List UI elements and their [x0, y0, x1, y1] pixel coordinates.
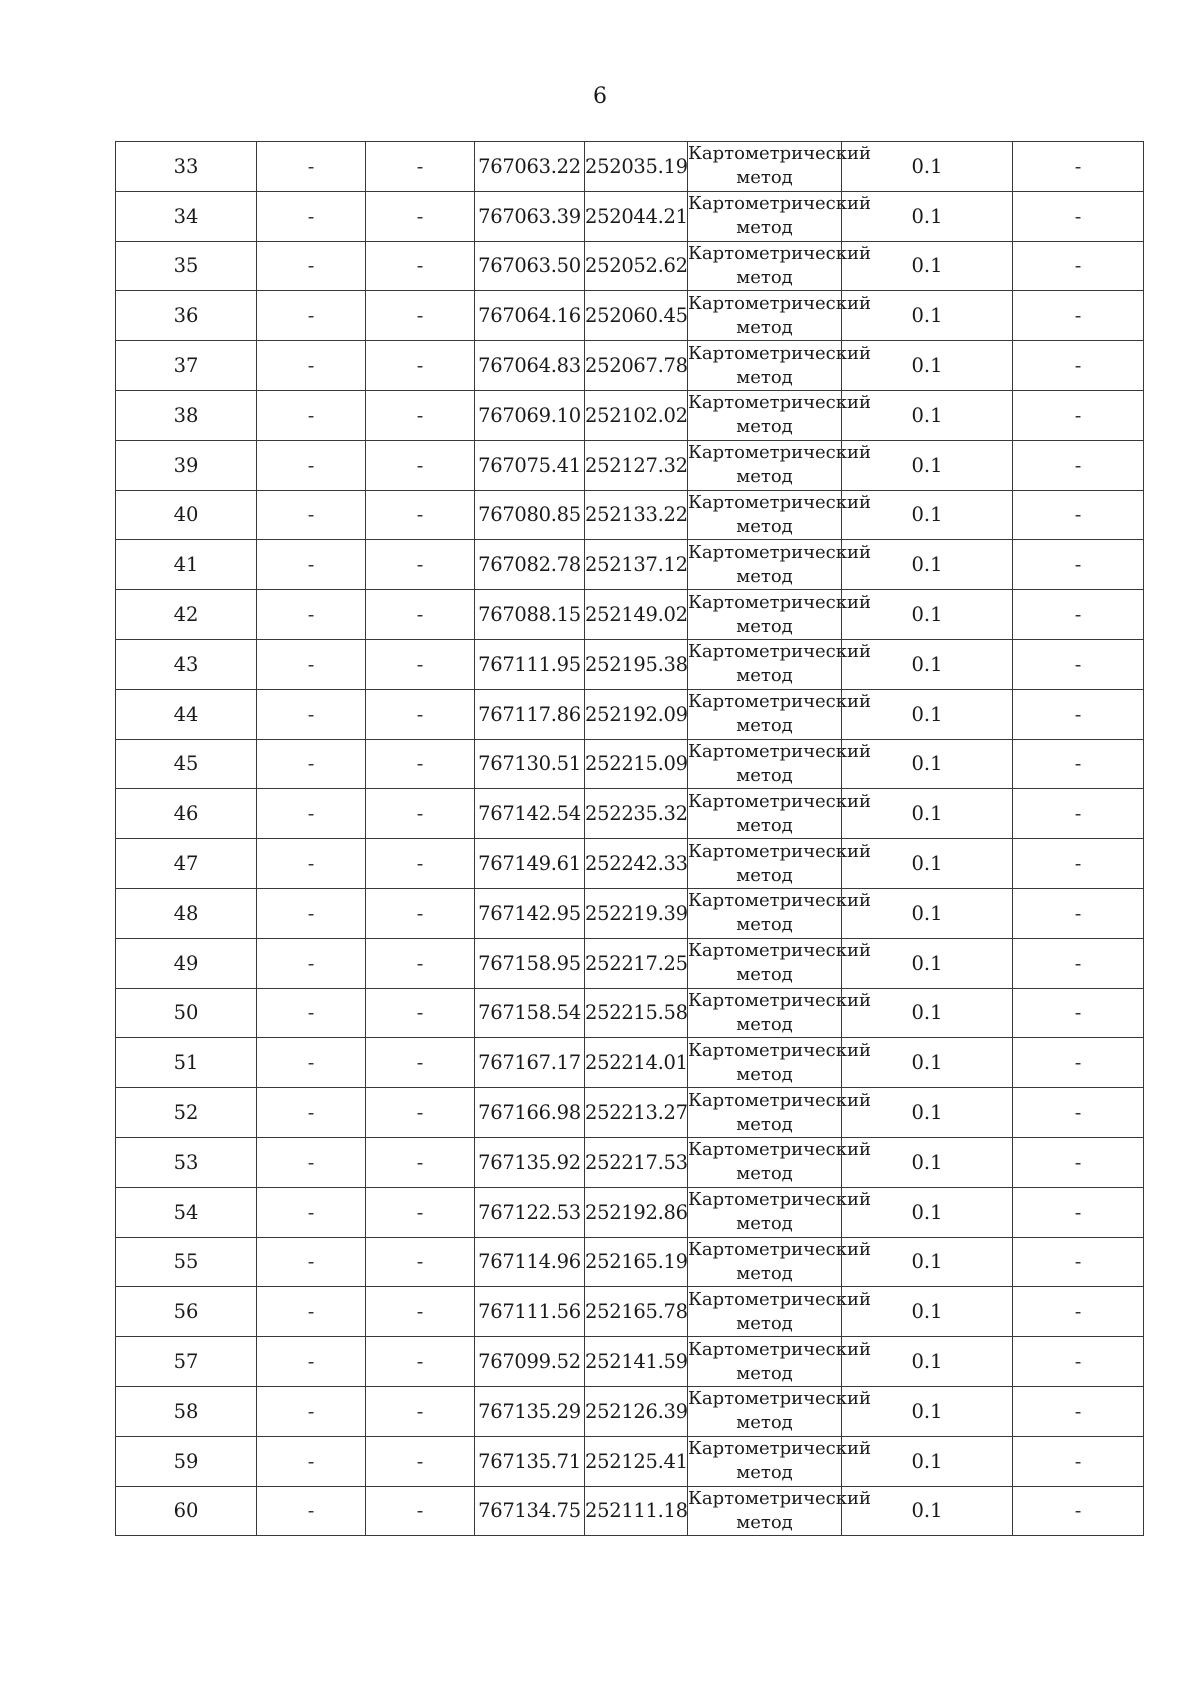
- accuracy-cell: 0.1: [842, 390, 1013, 440]
- method-cell: Картометрический метод: [688, 1038, 842, 1088]
- coordinate-y-cell: 252111.18: [585, 1486, 688, 1536]
- empty-value-cell: -: [1013, 888, 1144, 938]
- coordinate-y-cell: 252195.38: [585, 639, 688, 689]
- point-number-cell: 35: [116, 241, 257, 291]
- empty-value-cell: -: [257, 540, 366, 590]
- empty-value-cell: -: [257, 739, 366, 789]
- empty-value-cell: -: [1013, 1386, 1144, 1436]
- empty-value-cell: -: [257, 888, 366, 938]
- point-number-cell: 53: [116, 1137, 257, 1187]
- table-row: [116, 1386, 1144, 1436]
- table-row: [116, 341, 1144, 391]
- empty-value-cell: -: [257, 241, 366, 291]
- accuracy-cell: 0.1: [842, 1088, 1013, 1138]
- method-cell: Картометрический метод: [688, 1436, 842, 1486]
- point-number-cell: 52: [116, 1088, 257, 1138]
- empty-value-cell: -: [1013, 739, 1144, 789]
- empty-value-cell: -: [1013, 1436, 1144, 1486]
- point-number-cell: 56: [116, 1287, 257, 1337]
- method-cell: Картометрический метод: [688, 689, 842, 739]
- accuracy-cell: 0.1: [842, 988, 1013, 1038]
- method-cell: Картометрический метод: [688, 1386, 842, 1436]
- empty-value-cell: -: [257, 291, 366, 341]
- point-number-cell: 55: [116, 1237, 257, 1287]
- empty-value-cell: -: [1013, 540, 1144, 590]
- table-row: [116, 590, 1144, 640]
- table-row: [116, 739, 1144, 789]
- accuracy-cell: 0.1: [842, 1386, 1013, 1436]
- accuracy-cell: 0.1: [842, 1287, 1013, 1337]
- accuracy-cell: 0.1: [842, 1486, 1013, 1536]
- empty-value-cell: -: [366, 1436, 475, 1486]
- empty-value-cell: -: [1013, 1137, 1144, 1187]
- accuracy-cell: 0.1: [842, 241, 1013, 291]
- accuracy-cell: 0.1: [842, 142, 1013, 192]
- coordinate-x-cell: 767134.75: [475, 1486, 585, 1536]
- method-cell: Картометрический метод: [688, 142, 842, 192]
- coordinate-x-cell: 767142.95: [475, 888, 585, 938]
- point-number-cell: 60: [116, 1486, 257, 1536]
- empty-value-cell: -: [257, 1337, 366, 1387]
- point-number-cell: 41: [116, 540, 257, 590]
- table-row: [116, 1287, 1144, 1337]
- coordinate-y-cell: 252052.62: [585, 241, 688, 291]
- empty-value-cell: -: [1013, 689, 1144, 739]
- empty-value-cell: -: [366, 639, 475, 689]
- empty-value-cell: -: [1013, 1187, 1144, 1237]
- coordinate-x-cell: 767142.54: [475, 789, 585, 839]
- coordinate-x-cell: 767069.10: [475, 390, 585, 440]
- empty-value-cell: -: [257, 1237, 366, 1287]
- coordinate-x-cell: 767099.52: [475, 1337, 585, 1387]
- empty-value-cell: -: [257, 142, 366, 192]
- coordinate-y-cell: 252215.09: [585, 739, 688, 789]
- method-cell: Картометрический метод: [688, 888, 842, 938]
- point-number-cell: 37: [116, 341, 257, 391]
- coordinate-x-cell: 767063.50: [475, 241, 585, 291]
- table-row: [116, 191, 1144, 241]
- accuracy-cell: 0.1: [842, 1187, 1013, 1237]
- table-row: [116, 1137, 1144, 1187]
- empty-value-cell: -: [366, 1287, 475, 1337]
- empty-value-cell: -: [257, 341, 366, 391]
- coordinate-y-cell: 252213.27: [585, 1088, 688, 1138]
- coordinate-x-cell: 767064.83: [475, 341, 585, 391]
- point-number-cell: 46: [116, 789, 257, 839]
- coordinate-x-cell: 767114.96: [475, 1237, 585, 1287]
- empty-value-cell: -: [366, 988, 475, 1038]
- coordinate-y-cell: 252235.32: [585, 789, 688, 839]
- point-number-cell: 33: [116, 142, 257, 192]
- coordinate-x-cell: 767088.15: [475, 590, 585, 640]
- coordinate-x-cell: 767082.78: [475, 540, 585, 590]
- empty-value-cell: -: [1013, 1287, 1144, 1337]
- empty-value-cell: -: [366, 241, 475, 291]
- point-number-cell: 47: [116, 839, 257, 889]
- point-number-cell: 45: [116, 739, 257, 789]
- method-cell: Картометрический метод: [688, 540, 842, 590]
- empty-value-cell: -: [1013, 1038, 1144, 1088]
- method-cell: Картометрический метод: [688, 938, 842, 988]
- method-cell: Картометрический метод: [688, 1187, 842, 1237]
- empty-value-cell: -: [366, 789, 475, 839]
- empty-value-cell: -: [366, 739, 475, 789]
- coordinate-x-cell: 767135.29: [475, 1386, 585, 1436]
- empty-value-cell: -: [1013, 390, 1144, 440]
- accuracy-cell: 0.1: [842, 440, 1013, 490]
- method-cell: Картометрический метод: [688, 739, 842, 789]
- accuracy-cell: 0.1: [842, 590, 1013, 640]
- method-cell: Картометрический метод: [688, 639, 842, 689]
- coordinate-x-cell: 767135.92: [475, 1137, 585, 1187]
- empty-value-cell: -: [366, 1237, 475, 1287]
- method-cell: Картометрический метод: [688, 1088, 842, 1138]
- accuracy-cell: 0.1: [842, 490, 1013, 540]
- method-cell: Картометрический метод: [688, 1486, 842, 1536]
- method-cell: Картометрический метод: [688, 789, 842, 839]
- coordinate-x-cell: 767167.17: [475, 1038, 585, 1088]
- empty-value-cell: -: [366, 590, 475, 640]
- empty-value-cell: -: [366, 390, 475, 440]
- empty-value-cell: -: [257, 1386, 366, 1436]
- empty-value-cell: -: [366, 1486, 475, 1536]
- table-row: [116, 1337, 1144, 1387]
- coordinate-y-cell: 252141.59: [585, 1337, 688, 1387]
- coordinate-y-cell: 252214.01: [585, 1038, 688, 1088]
- empty-value-cell: -: [366, 490, 475, 540]
- coordinate-y-cell: 252192.09: [585, 689, 688, 739]
- point-number-cell: 38: [116, 390, 257, 440]
- empty-value-cell: -: [257, 440, 366, 490]
- empty-value-cell: -: [1013, 191, 1144, 241]
- point-number-cell: 40: [116, 490, 257, 540]
- method-cell: Картометрический метод: [688, 1337, 842, 1387]
- empty-value-cell: -: [257, 789, 366, 839]
- method-cell: Картометрический метод: [688, 440, 842, 490]
- method-cell: Картометрический метод: [688, 988, 842, 1038]
- table-row: [116, 888, 1144, 938]
- empty-value-cell: -: [366, 1187, 475, 1237]
- empty-value-cell: -: [257, 988, 366, 1038]
- point-number-cell: 43: [116, 639, 257, 689]
- empty-value-cell: -: [1013, 639, 1144, 689]
- empty-value-cell: -: [366, 938, 475, 988]
- coordinate-y-cell: 252127.32: [585, 440, 688, 490]
- point-number-cell: 36: [116, 291, 257, 341]
- table-row: [116, 1038, 1144, 1088]
- point-number-cell: 44: [116, 689, 257, 739]
- method-cell: Картометрический метод: [688, 191, 842, 241]
- accuracy-cell: 0.1: [842, 888, 1013, 938]
- coordinate-x-cell: 767063.22: [475, 142, 585, 192]
- empty-value-cell: -: [1013, 490, 1144, 540]
- accuracy-cell: 0.1: [842, 291, 1013, 341]
- coordinate-y-cell: 252137.12: [585, 540, 688, 590]
- accuracy-cell: 0.1: [842, 1436, 1013, 1486]
- empty-value-cell: -: [366, 191, 475, 241]
- empty-value-cell: -: [366, 1038, 475, 1088]
- empty-value-cell: -: [257, 839, 366, 889]
- empty-value-cell: -: [1013, 142, 1144, 192]
- accuracy-cell: 0.1: [842, 1137, 1013, 1187]
- empty-value-cell: -: [257, 590, 366, 640]
- empty-value-cell: -: [1013, 1237, 1144, 1287]
- empty-value-cell: -: [1013, 1337, 1144, 1387]
- table-row: [116, 1237, 1144, 1287]
- empty-value-cell: -: [366, 142, 475, 192]
- empty-value-cell: -: [366, 1088, 475, 1138]
- coordinate-x-cell: 767130.51: [475, 739, 585, 789]
- table-row: [116, 938, 1144, 988]
- coordinate-y-cell: 252192.86: [585, 1187, 688, 1237]
- coordinate-y-cell: 252060.45: [585, 291, 688, 341]
- coordinates-table: [115, 141, 1144, 1536]
- coordinate-y-cell: 252044.21: [585, 191, 688, 241]
- empty-value-cell: -: [1013, 988, 1144, 1038]
- method-cell: Картометрический метод: [688, 341, 842, 391]
- method-cell: Картометрический метод: [688, 839, 842, 889]
- accuracy-cell: 0.1: [842, 540, 1013, 590]
- table-row: [116, 839, 1144, 889]
- coordinate-x-cell: 767117.86: [475, 689, 585, 739]
- empty-value-cell: -: [1013, 789, 1144, 839]
- coordinate-y-cell: 252217.25: [585, 938, 688, 988]
- method-cell: Картометрический метод: [688, 1237, 842, 1287]
- coordinate-x-cell: 767158.95: [475, 938, 585, 988]
- empty-value-cell: -: [257, 1287, 366, 1337]
- point-number-cell: 57: [116, 1337, 257, 1387]
- coordinate-y-cell: 252215.58: [585, 988, 688, 1038]
- coordinate-x-cell: 767063.39: [475, 191, 585, 241]
- coordinate-x-cell: 767135.71: [475, 1436, 585, 1486]
- empty-value-cell: -: [1013, 341, 1144, 391]
- table-row: [116, 639, 1144, 689]
- accuracy-cell: 0.1: [842, 1237, 1013, 1287]
- table-body: [116, 142, 1144, 1536]
- empty-value-cell: -: [366, 1137, 475, 1187]
- empty-value-cell: -: [366, 1386, 475, 1436]
- table-row: [116, 1187, 1144, 1237]
- table-row: [116, 789, 1144, 839]
- table-row: [116, 390, 1144, 440]
- accuracy-cell: 0.1: [842, 341, 1013, 391]
- coordinate-y-cell: 252102.02: [585, 390, 688, 440]
- point-number-cell: 39: [116, 440, 257, 490]
- coordinate-x-cell: 767111.95: [475, 639, 585, 689]
- accuracy-cell: 0.1: [842, 839, 1013, 889]
- method-cell: Картометрический метод: [688, 241, 842, 291]
- coordinate-x-cell: 767149.61: [475, 839, 585, 889]
- table-row: [116, 490, 1144, 540]
- accuracy-cell: 0.1: [842, 938, 1013, 988]
- empty-value-cell: -: [257, 1187, 366, 1237]
- coordinate-y-cell: 252165.78: [585, 1287, 688, 1337]
- empty-value-cell: -: [366, 440, 475, 490]
- table-row: [116, 1486, 1144, 1536]
- coordinate-y-cell: 252219.39: [585, 888, 688, 938]
- empty-value-cell: -: [257, 490, 366, 540]
- empty-value-cell: -: [1013, 590, 1144, 640]
- coordinate-y-cell: 252165.19: [585, 1237, 688, 1287]
- point-number-cell: 50: [116, 988, 257, 1038]
- empty-value-cell: -: [257, 390, 366, 440]
- empty-value-cell: -: [257, 1137, 366, 1187]
- coordinate-x-cell: 767075.41: [475, 440, 585, 490]
- empty-value-cell: -: [366, 341, 475, 391]
- empty-value-cell: -: [1013, 291, 1144, 341]
- point-number-cell: 59: [116, 1436, 257, 1486]
- table-row: [116, 988, 1144, 1038]
- method-cell: Картометрический метод: [688, 291, 842, 341]
- empty-value-cell: -: [366, 689, 475, 739]
- point-number-cell: 54: [116, 1187, 257, 1237]
- point-number-cell: 58: [116, 1386, 257, 1436]
- point-number-cell: 42: [116, 590, 257, 640]
- coordinate-y-cell: 252126.39: [585, 1386, 688, 1436]
- empty-value-cell: -: [1013, 1486, 1144, 1536]
- point-number-cell: 48: [116, 888, 257, 938]
- table-row: [116, 540, 1144, 590]
- empty-value-cell: -: [1013, 1088, 1144, 1138]
- coordinate-y-cell: 252242.33: [585, 839, 688, 889]
- table-row: [116, 440, 1144, 490]
- accuracy-cell: 0.1: [842, 789, 1013, 839]
- coordinate-y-cell: 252125.41: [585, 1436, 688, 1486]
- coordinate-x-cell: 767158.54: [475, 988, 585, 1038]
- empty-value-cell: -: [366, 888, 475, 938]
- method-cell: Картометрический метод: [688, 390, 842, 440]
- accuracy-cell: 0.1: [842, 689, 1013, 739]
- point-number-cell: 34: [116, 191, 257, 241]
- coordinate-x-cell: 767080.85: [475, 490, 585, 540]
- empty-value-cell: -: [1013, 839, 1144, 889]
- coordinate-y-cell: 252149.02: [585, 590, 688, 640]
- page-number: 6: [593, 84, 607, 109]
- point-number-cell: 49: [116, 938, 257, 988]
- empty-value-cell: -: [257, 1486, 366, 1536]
- accuracy-cell: 0.1: [842, 739, 1013, 789]
- empty-value-cell: -: [257, 1436, 366, 1486]
- coordinate-x-cell: 767166.98: [475, 1088, 585, 1138]
- empty-value-cell: -: [1013, 241, 1144, 291]
- accuracy-cell: 0.1: [842, 191, 1013, 241]
- method-cell: Картометрический метод: [688, 1137, 842, 1187]
- empty-value-cell: -: [257, 1038, 366, 1088]
- coordinate-y-cell: 252217.53: [585, 1137, 688, 1187]
- table-row: [116, 291, 1144, 341]
- method-cell: Картометрический метод: [688, 590, 842, 640]
- table-row: [116, 1088, 1144, 1138]
- accuracy-cell: 0.1: [842, 1038, 1013, 1088]
- empty-value-cell: -: [257, 639, 366, 689]
- table-row: [116, 1436, 1144, 1486]
- table-row: [116, 689, 1144, 739]
- table-row: [116, 142, 1144, 192]
- table-row: [116, 241, 1144, 291]
- empty-value-cell: -: [1013, 938, 1144, 988]
- method-cell: Картометрический метод: [688, 1287, 842, 1337]
- empty-value-cell: -: [257, 191, 366, 241]
- accuracy-cell: 0.1: [842, 1337, 1013, 1387]
- accuracy-cell: 0.1: [842, 639, 1013, 689]
- coordinate-x-cell: 767122.53: [475, 1187, 585, 1237]
- coordinate-y-cell: 252067.78: [585, 341, 688, 391]
- empty-value-cell: -: [366, 291, 475, 341]
- point-number-cell: 51: [116, 1038, 257, 1088]
- empty-value-cell: -: [257, 1088, 366, 1138]
- empty-value-cell: -: [257, 938, 366, 988]
- empty-value-cell: -: [366, 1337, 475, 1387]
- empty-value-cell: -: [257, 689, 366, 739]
- coordinate-y-cell: 252035.19: [585, 142, 688, 192]
- coordinate-x-cell: 767064.16: [475, 291, 585, 341]
- coordinate-y-cell: 252133.22: [585, 490, 688, 540]
- empty-value-cell: -: [366, 839, 475, 889]
- empty-value-cell: -: [366, 540, 475, 590]
- empty-value-cell: -: [1013, 440, 1144, 490]
- method-cell: Картометрический метод: [688, 490, 842, 540]
- coordinate-x-cell: 767111.56: [475, 1287, 585, 1337]
